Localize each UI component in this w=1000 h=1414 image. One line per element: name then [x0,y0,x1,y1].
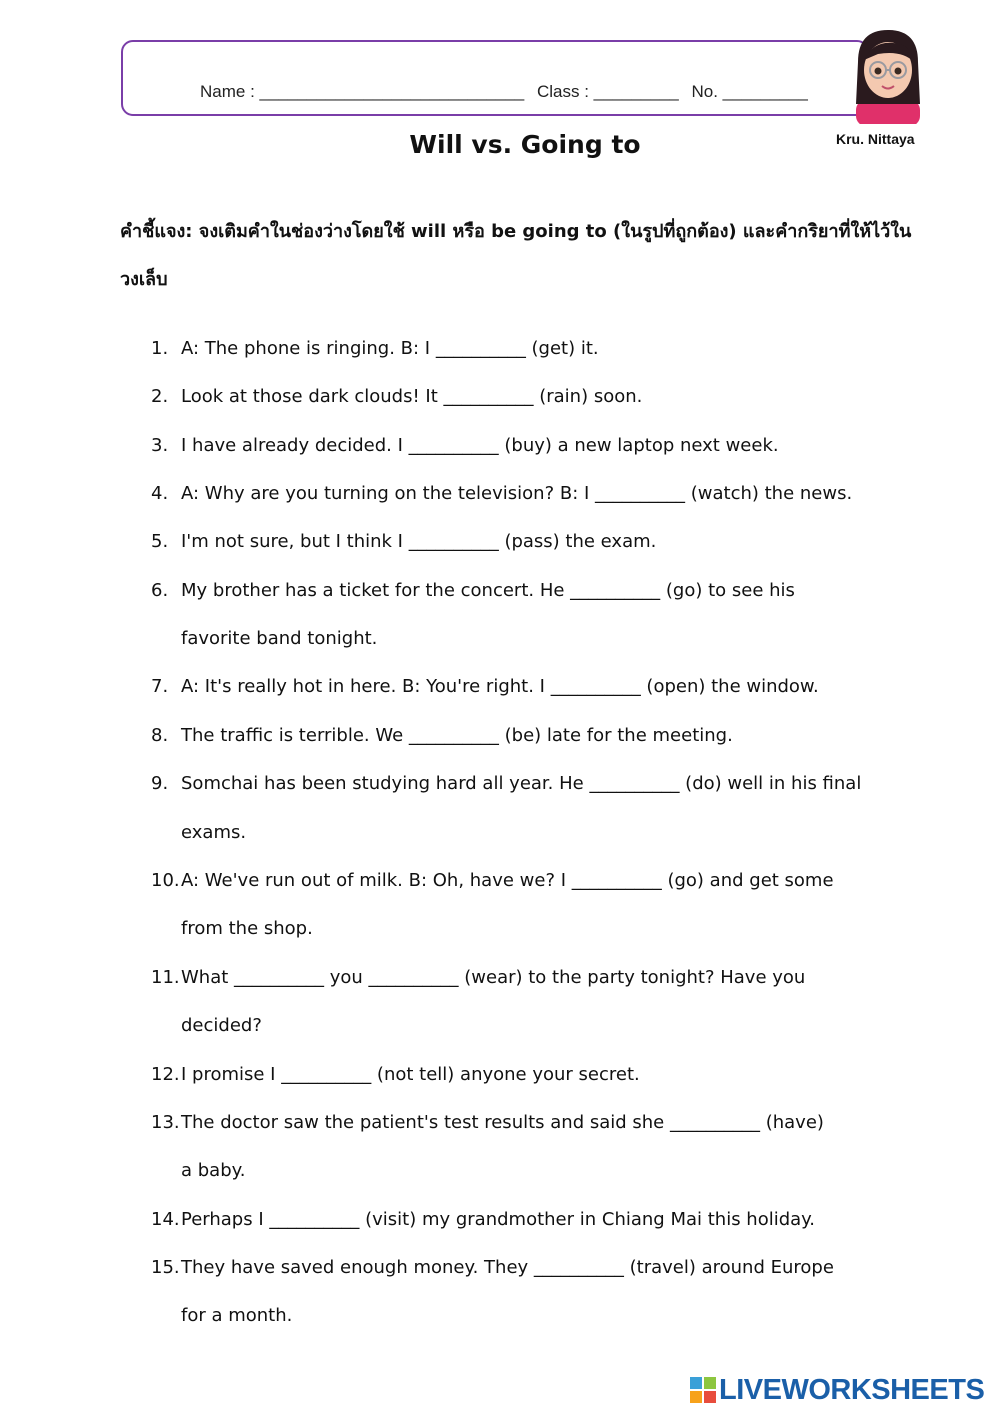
question-text: I'm not sure, but I think I __________ (pass) the exam. [181,531,657,552]
question-10 [151,870,834,891]
question-text: A: The phone is ringing. B: I __________ (get) it. [181,338,599,359]
question-text: The doctor saw the patient's test results and said she __________ (have) [181,1112,824,1133]
question-text: A: It's really hot in here. B: You're right. I __________ (open) the window. [181,676,819,697]
teacher-avatar [838,22,938,124]
question-14 [151,1209,815,1230]
question-number: 5. [151,531,169,552]
question-number: 13. [151,1112,180,1133]
question-text: My brother has a ticket for the concert. He __________ (go) to see his [181,580,795,601]
question-number: 9. [151,773,169,794]
author-name: Kru. Nittaya [836,131,915,147]
question-number: 10. [151,870,180,891]
question-15 [151,1257,834,1278]
question-number: 7. [151,676,169,697]
logo-text: LIVEWORKSHEETS [719,1373,985,1406]
question-number: 14. [151,1209,180,1230]
question-text: Perhaps I __________ (visit) my grandmother in Chiang Mai this holiday. [181,1209,815,1230]
class-label: Class : _________ [536,82,679,101]
question-13 [151,1112,824,1133]
question-number: 12. [151,1064,180,1085]
question-text: They have saved enough money. They __________ (travel) around Europe [181,1257,834,1278]
question-text: What __________ you __________ (wear) to the party tonight? Have you [181,967,806,988]
question-12 [151,1064,640,1085]
question-number: 3. [151,435,169,456]
question-9 [151,773,861,794]
question-4 [151,483,852,504]
question-text: The traffic is terrible. We __________ (be) late for the meeting. [181,725,733,746]
question-text: I have already decided. I __________ (buy) a new laptop next week. [181,435,779,456]
question-text: A: Why are you turning on the television? B: I __________ (watch) the news. [181,483,853,504]
question-11-continued: decided? [181,1015,262,1036]
number-label: No. _________ [691,82,808,101]
question-number: 8. [151,725,169,746]
liveworksheets-logo [690,1374,984,1406]
question-11 [151,967,805,988]
question-text: I promise I __________ (not tell) anyone your secret. [181,1064,640,1085]
question-15-continued: for a month. [181,1305,293,1326]
question-number: 1. [151,338,169,359]
question-6-continued: favorite band tonight. [181,628,378,649]
question-number: 4. [151,483,169,504]
instructions: คำชี้แจง: จงเติมคำในช่องว่างโดยใช้ will หรือ be going to (ในรูปที่ถูกต้อง) และคำกริยาที่ให้ไว้ในวงเล็บ [120,221,912,290]
question-7 [151,676,819,697]
question-number: 11. [151,967,180,988]
question-number: 15. [151,1257,180,1278]
question-text: A: We've run out of milk. B: Oh, have we? I __________ (go) and get some [181,870,834,891]
liveworksheets-mark-icon [690,1377,716,1403]
question-1 [151,338,599,359]
question-5 [151,531,656,552]
worksheet-title: Will vs. Going to [409,130,641,159]
question-number: 6. [151,580,169,601]
question-3 [151,435,779,456]
student-info-box [121,40,869,116]
question-text: Look at those dark clouds! It __________ (rain) soon. [181,386,643,407]
question-13-continued: a baby. [181,1160,246,1181]
name-label: Name : ____________________________ [200,82,525,101]
question-8 [151,725,733,746]
student-info-line [200,82,808,102]
question-10-continued: from the shop. [181,918,313,939]
question-6 [151,580,795,601]
question-2 [151,386,642,407]
question-9-continued: exams. [181,822,247,843]
question-number: 2. [151,386,169,407]
question-text: Somchai has been studying hard all year. He __________ (do) well in his final [181,773,862,794]
